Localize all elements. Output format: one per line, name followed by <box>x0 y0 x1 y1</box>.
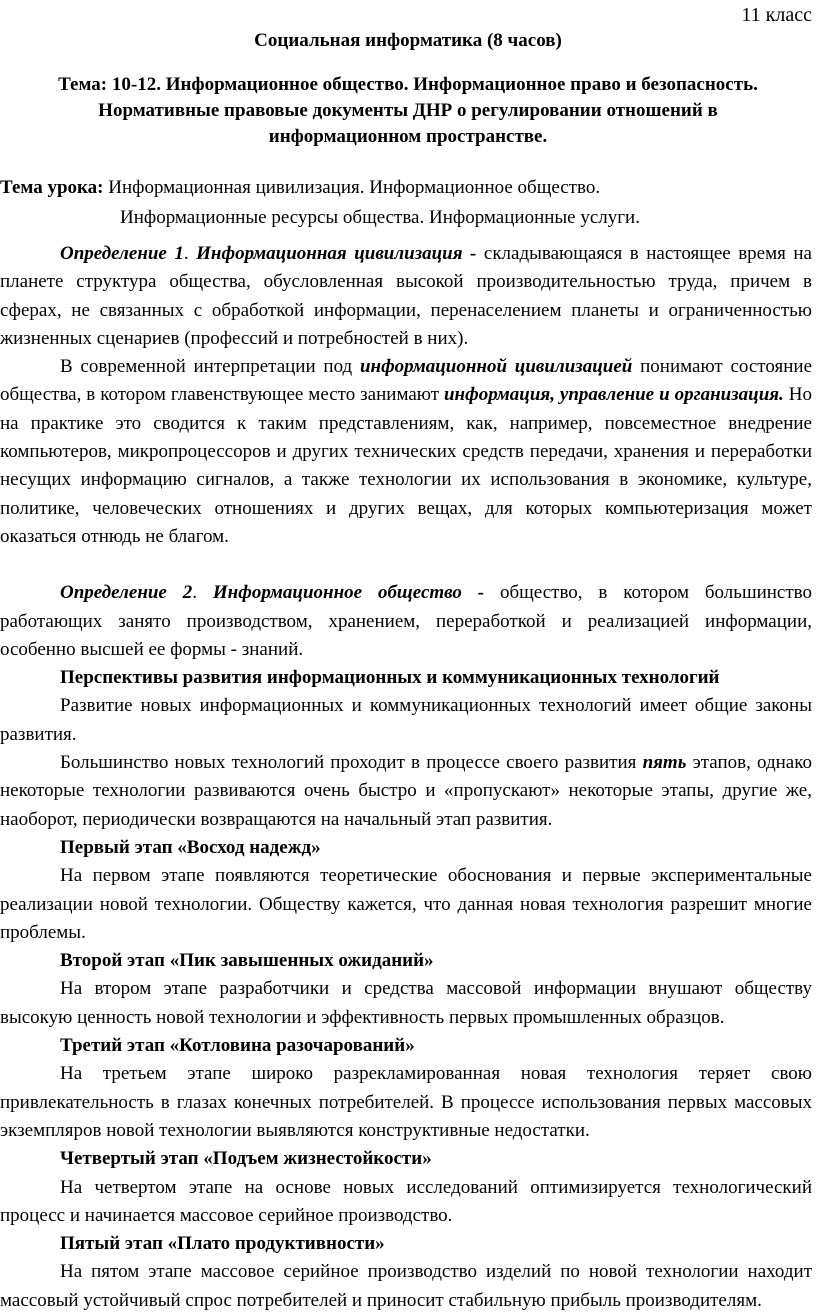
lesson-topic-label: Тема урока: <box>0 177 104 198</box>
theme-line-1: Тема: 10-12. Информационное общество. Информационное право и безопасность. <box>58 74 758 95</box>
interpretation-paragraph <box>0 353 812 551</box>
interp-emphasis-2: информация, управление и организация. <box>443 384 784 406</box>
lesson-topic-text-1: Информационная цивилизация. Информационное общество. <box>103 177 601 198</box>
stage-2-text: На втором этапе разработчики и средства массовой информации внушают обществу высокую ценность новой технологии и эффективность первых промышленных образцов. <box>0 978 812 1028</box>
stage-1-title: Первый этап «Восход надежд» <box>60 836 321 858</box>
stage-4-title: Четвертый этап «Подъем жизнестойкости» <box>60 1148 432 1170</box>
definition-1-term: Информационная цивилизация - <box>196 243 484 264</box>
lesson-topic-line-2: Информационные ресурсы общества. Информационные услуги. <box>120 207 640 228</box>
lesson-topic <box>0 173 640 233</box>
definition-1-text: складывающаяся в настоящее время на планете структура общества, обусловленная высокой производительностью труда, причем в сферах, не связанных с обработкой информации, перенаселением планеты и ограниченностью жизненных сценариев (профессий и потребностей в них). <box>0 243 812 349</box>
theme-line-3: информационном пространстве. <box>268 126 548 147</box>
definition-2-label: Определение 2 <box>60 582 193 604</box>
stage-1-text: На первом этапе появляются теоретические обоснования и первые экспериментальные реализации новой технологии. Обществу кажется, что данная новая технология разрешит многие проблемы. <box>0 865 812 943</box>
theme-heading <box>20 72 796 150</box>
stage-3-text: На третьем этапе широко разрекламированная новая технология теряет свою привлекательность в глазах конечных потребителей. В процессе использования первых массовых экземпляров новой технологии выявляются конструктивные недостатки. <box>0 1063 812 1141</box>
stage-5-text: На пятом этапе массовое серийное производство изделий по новой технологии находит массовый устойчивый спрос потребителей и приносит стабильную прибыль производителям. <box>0 1261 812 1311</box>
perspectives-paragraph-2 <box>0 749 812 834</box>
interp-text-1: В современной интерпретации под <box>60 356 360 378</box>
definition-1-sep: . <box>183 243 197 264</box>
perspectives-paragraph-1: Развитие новых информационных и коммуникационных технологий имеет общие законы развития. <box>0 695 812 745</box>
perspectives-heading: Перспективы развития информационных и коммуникационных технологий <box>60 667 720 689</box>
perspectives-text-2: этапов, однако некоторые технологии развиваются очень быстро и «пропускают» некоторые этапы, другие же, наоборот, периодически возвращаются на начальный этап развития. <box>0 752 812 830</box>
interp-emphasis-1: информационной цивилизацией <box>359 356 633 378</box>
definition-2-sep: . <box>192 582 213 604</box>
definition-2 <box>0 579 812 664</box>
perspectives-text-1: Большинство новых технологий проходит в процессе своего развития <box>60 752 643 774</box>
definition-1-label: Определение 1 <box>60 243 184 264</box>
document-body <box>0 240 812 1315</box>
stage-4-text: На четвертом этапе на основе новых исследований оптимизируется технологический процесс и начинается массовое серийное производство. <box>0 1176 812 1226</box>
stage-5-title: Пятый этап «Плато продуктивности» <box>60 1233 385 1255</box>
interp-text-2: понимают состояние общества, в котором главенствующее место занимают <box>0 356 812 406</box>
definition-2-text: общество, в котором большинство работающих занято производством, хранением, переработкой и реализацией информации, особенно высшей ее формы - знаний. <box>0 582 812 660</box>
stage-3-title: Третий этап «Котловина разочарований» <box>60 1035 415 1057</box>
theme-line-2: Нормативные правовые документы ДНР о регулировании отношений в <box>98 100 718 121</box>
spacer <box>0 551 812 579</box>
grade-label: 11 класс <box>741 4 812 26</box>
definition-2-term: Информационное общество - <box>212 582 500 604</box>
stage-2-title: Второй этап «Пик завышенных ожиданий» <box>60 950 434 972</box>
subject-title: Социальная информатика (8 часов) <box>254 30 562 51</box>
perspectives-emphasis: пять <box>642 752 687 774</box>
interp-text-3: Но на практике это сводится к таким представлениям, как, например, повсеместное внедрение компьютеров, микропроцессоров и других технических средств передачи, хранения и переработки несущих информацию сигналов, а также технологии их использования в экономике, культуре, политике, человеческих отношениях и других вещах, для которых компьютеризация может оказаться отнюдь не благом. <box>0 384 812 547</box>
lesson-topic-line-1 <box>0 173 640 203</box>
definition-1 <box>0 240 812 353</box>
